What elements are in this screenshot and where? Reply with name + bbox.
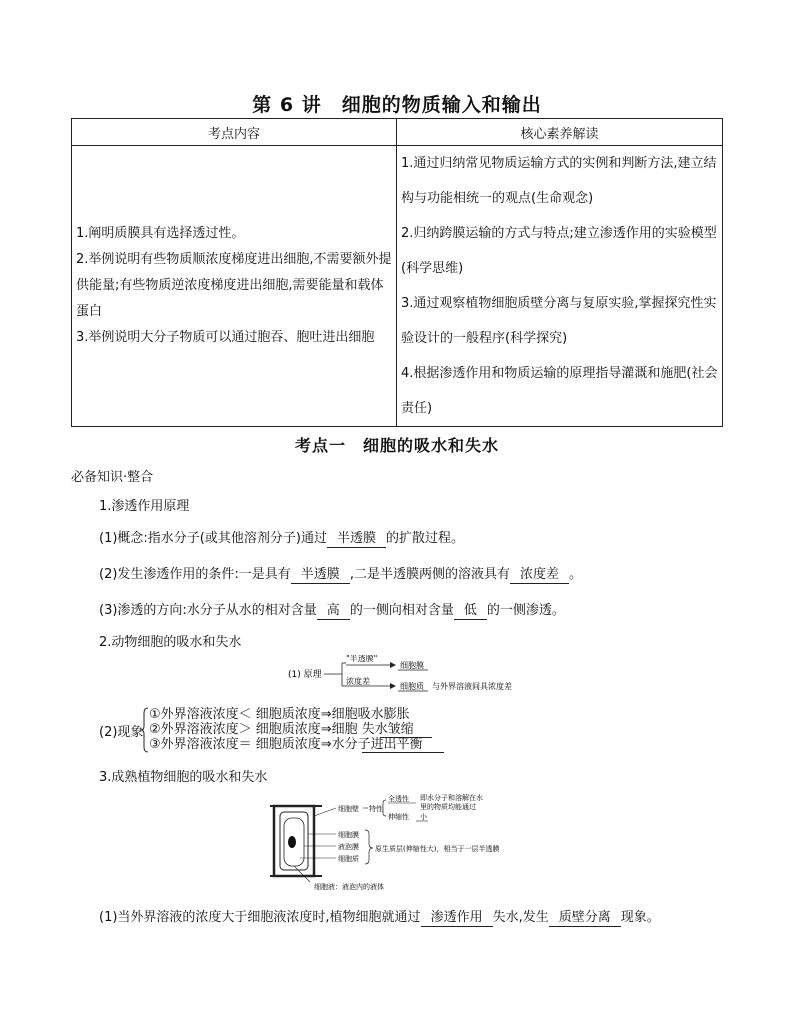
literacy-item: 1.通过归纳常见物质运输方式的实例和判断方法,建立结构与功能相统一的观点(生命观念) bbox=[401, 156, 717, 206]
phenomena-label: (2)现象 bbox=[99, 725, 144, 740]
phenomenon-item: ③外界溶液浓度＝ 细胞质浓度⇒水分子进出平衡 bbox=[149, 737, 423, 752]
cell-membrane-label: 细胞膜 bbox=[400, 661, 424, 670]
phenomenon-item: ①外界溶液浓度＜ 细胞质浓度⇒细胞吸水膨胀 bbox=[149, 707, 410, 722]
cell-wall-label: 细胞壁 bbox=[338, 805, 359, 813]
page-title: 第 6 讲 细胞的物质输入和输出 bbox=[252, 94, 542, 116]
cell-sap-label: 细胞液：液泡内的液体 bbox=[314, 883, 384, 891]
stretch-value: 小 bbox=[420, 813, 427, 821]
subsection-label: 必备知识·整合 bbox=[71, 470, 154, 485]
underline-shrink bbox=[380, 737, 432, 738]
concentration-note: 与外界溶液间具浓度差 bbox=[432, 682, 512, 691]
cytoplasm-label: 细胞质 bbox=[338, 855, 359, 863]
table-header-content: 考点内容 bbox=[72, 119, 397, 146]
plant-cell-diagram bbox=[270, 792, 532, 892]
table-header-literacy: 核心素养解读 bbox=[397, 119, 723, 146]
phenomenon-item: ②外界溶液浓度＞ 细胞质浓度⇒细胞 失水皱缩 bbox=[149, 722, 414, 737]
brace-icon bbox=[141, 707, 149, 753]
osmosis-direction: (3)渗透的方向:水分子从水的相对含量 高 的一侧向相对含量 低 的一侧渗透。 bbox=[99, 603, 565, 618]
permeability-note-2: 里的物质均能通过 bbox=[420, 803, 476, 811]
answer-blank: 渗透作用 bbox=[421, 910, 493, 927]
permeability-note-1: 即水分子和溶解在水 bbox=[420, 794, 483, 802]
osmosis-concept: (1)概念:指水分子(或其他溶剂分子)通过 半透膜 的扩散过程。 bbox=[99, 531, 464, 546]
heading-animal-cell: 2.动物细胞的吸水和失水 bbox=[99, 635, 242, 650]
content-item: 3.举例说明大分子物质可以通过胞吞、胞吐进出细胞 bbox=[76, 330, 375, 345]
answer-blank: 低 bbox=[454, 603, 487, 620]
literacy-item: 2.归纳跨膜运输的方式与特点;建立渗透作用的实验模型(科学思维) bbox=[401, 226, 717, 276]
heading-osmosis: 1.渗透作用原理 bbox=[99, 499, 190, 514]
vacuole-membrane-label: 液泡膜 bbox=[338, 843, 359, 851]
underline-balance bbox=[362, 752, 444, 753]
permeability-label: 全透性 bbox=[388, 795, 409, 803]
phenomena-list bbox=[149, 707, 423, 752]
literacy-item: 3.通过观察植物细胞质壁分离与复原实验,掌握探究性实验设计的一般程序(科学探究) bbox=[401, 296, 717, 346]
content-cell bbox=[72, 146, 397, 427]
protoplast-label: 原生质层(伸缩性大)，相当于一层半透膜 bbox=[375, 845, 500, 853]
concentration-diff-label: 浓度差 bbox=[346, 677, 370, 686]
semipermeable-label: "半透膜" bbox=[346, 655, 378, 663]
section-title: 考点一 细胞的吸水和失水 bbox=[294, 436, 499, 455]
heading-plant-cell: 3.成熟植物细胞的吸水和失水 bbox=[99, 770, 268, 785]
answer-blank: 半透膜 bbox=[327, 531, 386, 548]
osmosis-conditions: (2)发生渗透作用的条件:一是具有 半透膜 ,二是半透膜两侧的溶液具有 浓度差 。 bbox=[99, 567, 582, 582]
literacy-item: 4.根据渗透作用和物质运输的原理指导灌溉和施肥(社会责任) bbox=[401, 366, 718, 416]
answer-blank: 高 bbox=[317, 603, 350, 620]
feature-label: 特性 bbox=[369, 805, 383, 813]
content-item: 2.举例说明有些物质顺浓度梯度进出细胞,不需要额外提供能量;有些物质逆浓度梯度进出细胞,需要能量和载体蛋白 bbox=[76, 252, 392, 319]
stretch-label: 伸缩性 bbox=[388, 813, 409, 821]
plasmolysis-statement: (1)当外界溶液的浓度大于细胞液浓度时,植物细胞就通过 渗透作用 失水,发生 质壁分离 现象。 bbox=[99, 910, 660, 925]
principle-label: (1) 原理 bbox=[288, 670, 322, 680]
answer-blank: 质壁分离 bbox=[549, 910, 621, 927]
membrane-label: 细胞膜 bbox=[338, 831, 359, 839]
principle-diagram bbox=[286, 655, 546, 693]
content-item: 1.阐明质膜具有选择透过性。 bbox=[76, 226, 245, 241]
cytoplasm-label: 细胞质 bbox=[400, 682, 424, 691]
objectives-table bbox=[71, 118, 723, 427]
literacy-cell bbox=[397, 146, 723, 427]
answer-blank: 浓度差 bbox=[510, 567, 569, 584]
answer-blank: 半透膜 bbox=[291, 567, 350, 584]
